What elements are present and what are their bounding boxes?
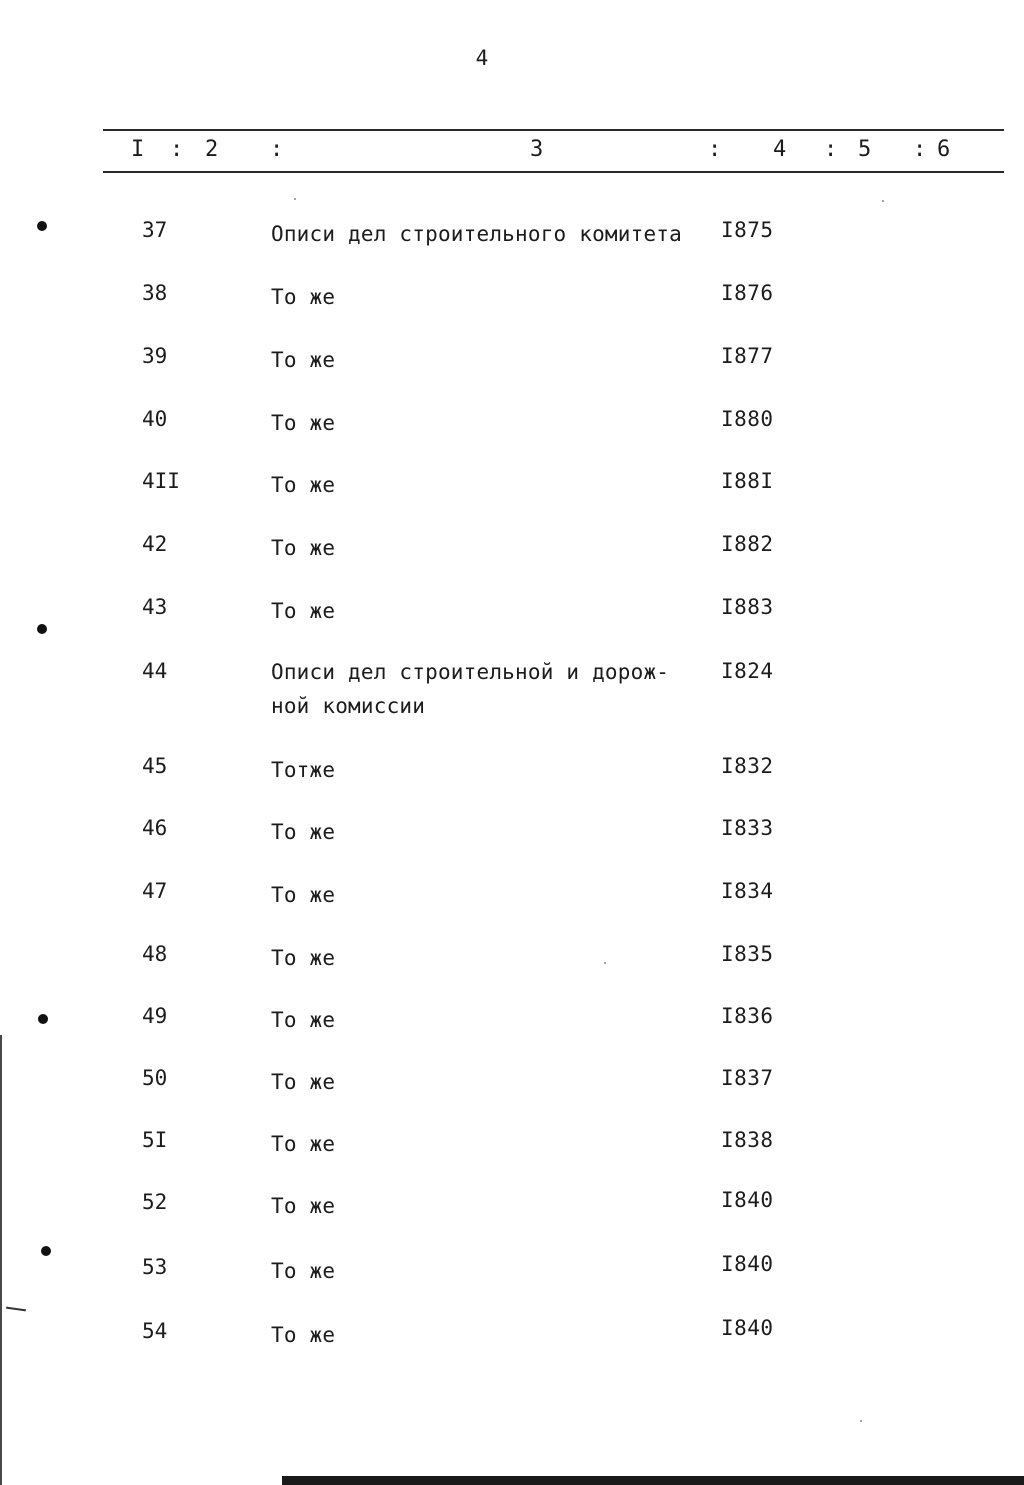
row-year: I834 xyxy=(721,879,774,903)
header-separator: : xyxy=(824,137,838,162)
row-number: 37 xyxy=(142,218,168,242)
table-top-rule xyxy=(103,129,1004,131)
punch-hole-mark xyxy=(41,1246,51,1256)
row-description: То же xyxy=(271,348,336,372)
scan-mark xyxy=(6,1307,26,1312)
row-number: 54 xyxy=(142,1319,168,1343)
row-year: I824 xyxy=(721,659,774,683)
row-year: I875 xyxy=(721,218,774,242)
row-number: 44 xyxy=(142,659,168,683)
row-year: I882 xyxy=(721,532,774,556)
row-number: 38 xyxy=(142,281,168,305)
header-col-3: 3 xyxy=(530,137,544,162)
punch-hole-mark xyxy=(38,1014,48,1024)
row-description-line-1: Описи дел строительной и дорож- xyxy=(271,660,670,684)
punch-hole-mark xyxy=(37,624,47,634)
row-year: I880 xyxy=(721,407,774,431)
row-number: 46 xyxy=(142,816,168,840)
row-description: То же xyxy=(271,1194,336,1218)
row-number: 50 xyxy=(142,1066,168,1090)
scan-bottom-edge xyxy=(282,1476,1024,1485)
header-separator: : xyxy=(170,137,184,162)
row-description: То же xyxy=(271,1132,336,1156)
row-description: То же xyxy=(271,1008,336,1032)
header-separator: : xyxy=(913,137,927,162)
row-year: I88I xyxy=(721,469,774,493)
row-description: То же xyxy=(271,1259,336,1283)
table-header-rule xyxy=(103,171,1004,173)
row-year: I832 xyxy=(721,754,774,778)
row-year: I835 xyxy=(721,942,774,966)
row-year: I840 xyxy=(721,1316,774,1340)
row-description: То же xyxy=(271,473,336,497)
row-number: 53 xyxy=(142,1255,168,1279)
row-description: То же xyxy=(271,883,336,907)
scan-speck xyxy=(294,198,296,200)
row-description: То же xyxy=(271,536,336,560)
row-number: 45 xyxy=(142,754,168,778)
row-description: То же xyxy=(271,599,336,623)
row-description: Описи дел строительного комитета xyxy=(271,222,682,246)
row-year: I838 xyxy=(721,1128,774,1152)
row-year: I877 xyxy=(721,344,774,368)
header-col-5: 5 xyxy=(858,137,872,162)
row-number: 49 xyxy=(142,1004,168,1028)
row-number: 40 xyxy=(142,407,168,431)
header-col-2: 2 xyxy=(205,137,219,162)
row-number: 42 xyxy=(142,532,168,556)
row-year: I840 xyxy=(721,1188,774,1212)
scan-left-edge xyxy=(0,1035,2,1485)
header-col-6: 6 xyxy=(937,137,951,162)
row-description: То же xyxy=(271,820,336,844)
scan-speck xyxy=(860,1420,862,1422)
punch-hole-mark xyxy=(37,221,47,231)
row-number: 39 xyxy=(142,344,168,368)
row-number: 48 xyxy=(142,942,168,966)
row-year: I837 xyxy=(721,1066,774,1090)
page-number: 4 xyxy=(475,46,489,70)
row-description: То же xyxy=(271,411,336,435)
header-separator: : xyxy=(270,137,284,162)
header-separator: : xyxy=(708,137,722,162)
row-number: 5I xyxy=(142,1128,168,1152)
row-year: I836 xyxy=(721,1004,774,1028)
scan-speck xyxy=(882,200,884,202)
header-col-1: I xyxy=(131,137,145,162)
scan-speck xyxy=(604,962,606,964)
row-year: I876 xyxy=(721,281,774,305)
row-year: I883 xyxy=(721,595,774,619)
row-number: 52 xyxy=(142,1190,168,1214)
row-number: 43 xyxy=(142,595,168,619)
row-description-line-2: ной комиссии xyxy=(271,694,426,718)
row-description: То же xyxy=(271,1323,336,1347)
row-number: 47 xyxy=(142,879,168,903)
row-year: I833 xyxy=(721,816,774,840)
row-description: То же xyxy=(271,285,336,309)
row-description: Тотже xyxy=(271,758,336,782)
row-number: 4II xyxy=(142,469,180,493)
row-description: То же xyxy=(271,946,336,970)
row-year: I840 xyxy=(721,1252,774,1276)
row-description: То же xyxy=(271,1070,336,1094)
header-col-4: 4 xyxy=(773,137,787,162)
